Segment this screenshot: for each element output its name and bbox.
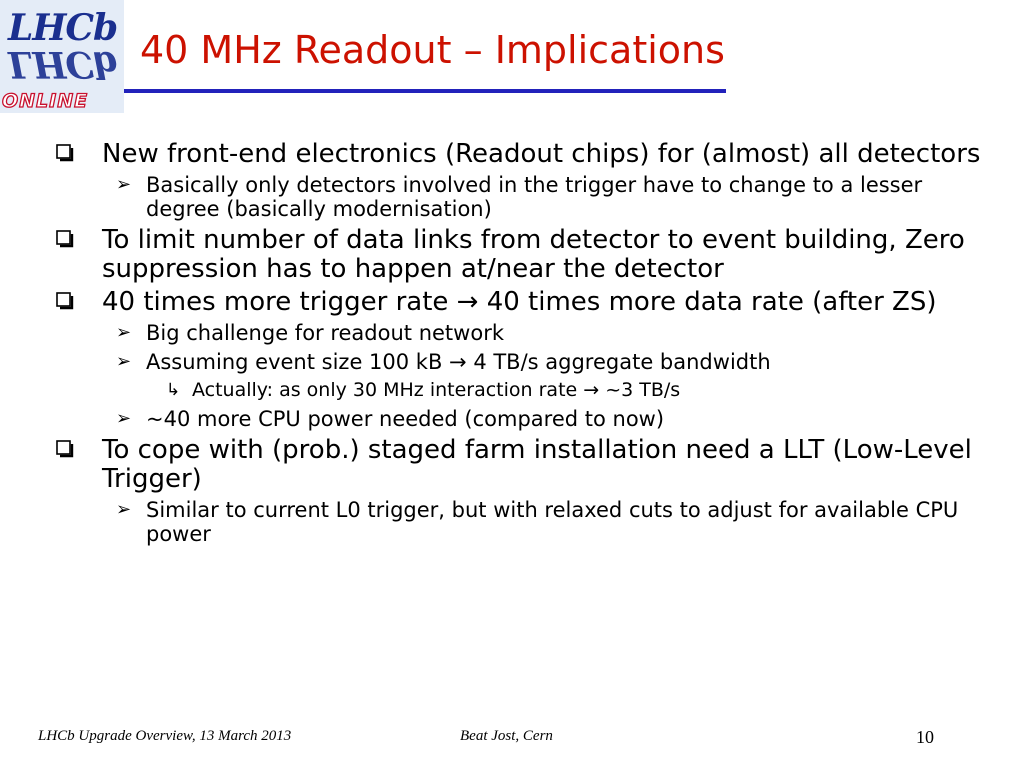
arrowhead-bullet-icon: ➢	[116, 174, 132, 195]
logo-lhcb-text: LHCb	[8, 7, 118, 49]
bullet-3-sub-3-text: ~40 more CPU power needed (compared to now)	[146, 407, 665, 431]
arrowhead-bullet-icon: ➢	[116, 499, 132, 520]
title-underline	[124, 89, 726, 93]
page-number: 10	[916, 727, 934, 747]
arrowhead-bullet-icon: ➢	[116, 351, 132, 372]
bullet-3-sub-2-sub-1	[54, 379, 994, 401]
bullet-1-text: New front-end electronics (Readout chips) for (almost) all detectors	[102, 139, 981, 169]
bullet-3-sub-1	[54, 321, 994, 345]
logo-online-text: ONLINE	[2, 90, 89, 112]
hook-arrow-bullet-icon: ↳	[166, 380, 181, 400]
bullet-3-sub-2-sub-1-text: Actually: as only 30 MHz interaction rate → ~3 TB/s	[192, 379, 681, 401]
checkbox-bullet-icon	[56, 292, 74, 310]
bullet-4-text: To cope with (prob.) staged farm installation need a LLT (Low-Level Trigger)	[102, 435, 972, 494]
footer-event: LHCb Upgrade Overview, 13 March 2013	[38, 728, 292, 744]
bullet-4-sub-1	[54, 498, 994, 546]
slide-body	[54, 140, 994, 551]
bullet-3-sub-3	[54, 407, 994, 431]
bullet-3-sub-2	[54, 350, 994, 374]
checkbox-bullet-icon	[56, 440, 74, 458]
bullet-3-sub-1-text: Big challenge for readout network	[146, 321, 504, 345]
bullet-2-text: To limit number of data links from detector to event building, Zero suppression has to happen at/near the detector	[102, 225, 965, 284]
bullet-3-sub-2-text: Assuming event size 100 kB → 4 TB/s aggregate bandwidth	[146, 350, 771, 374]
logo-lhcb-mirror-text: LHCb	[8, 43, 118, 85]
bullet-4-sub-1-text: Similar to current L0 trigger, but with relaxed cuts to adjust for available CPU power	[146, 498, 959, 546]
bullet-1-sub-1	[54, 173, 994, 221]
slide-title: 40 MHz Readout – Implications	[140, 28, 725, 72]
bullet-3	[54, 288, 994, 317]
bullet-4	[54, 436, 994, 494]
checkbox-bullet-icon	[56, 144, 74, 162]
arrowhead-bullet-icon: ➢	[116, 322, 132, 343]
bullet-1-sub-1-text: Basically only detectors involved in the trigger have to change to a lesser degree (basically modernisation)	[146, 173, 923, 221]
bullet-3-text: 40 times more trigger rate → 40 times more data rate (after ZS)	[102, 287, 937, 317]
checkbox-bullet-icon	[56, 230, 74, 248]
footer-author: Beat Jost, Cern	[460, 728, 553, 744]
lhcb-online-logo	[0, 0, 124, 113]
bullet-2	[54, 226, 994, 284]
arrowhead-bullet-icon: ➢	[116, 408, 132, 429]
bullet-1	[54, 140, 994, 169]
